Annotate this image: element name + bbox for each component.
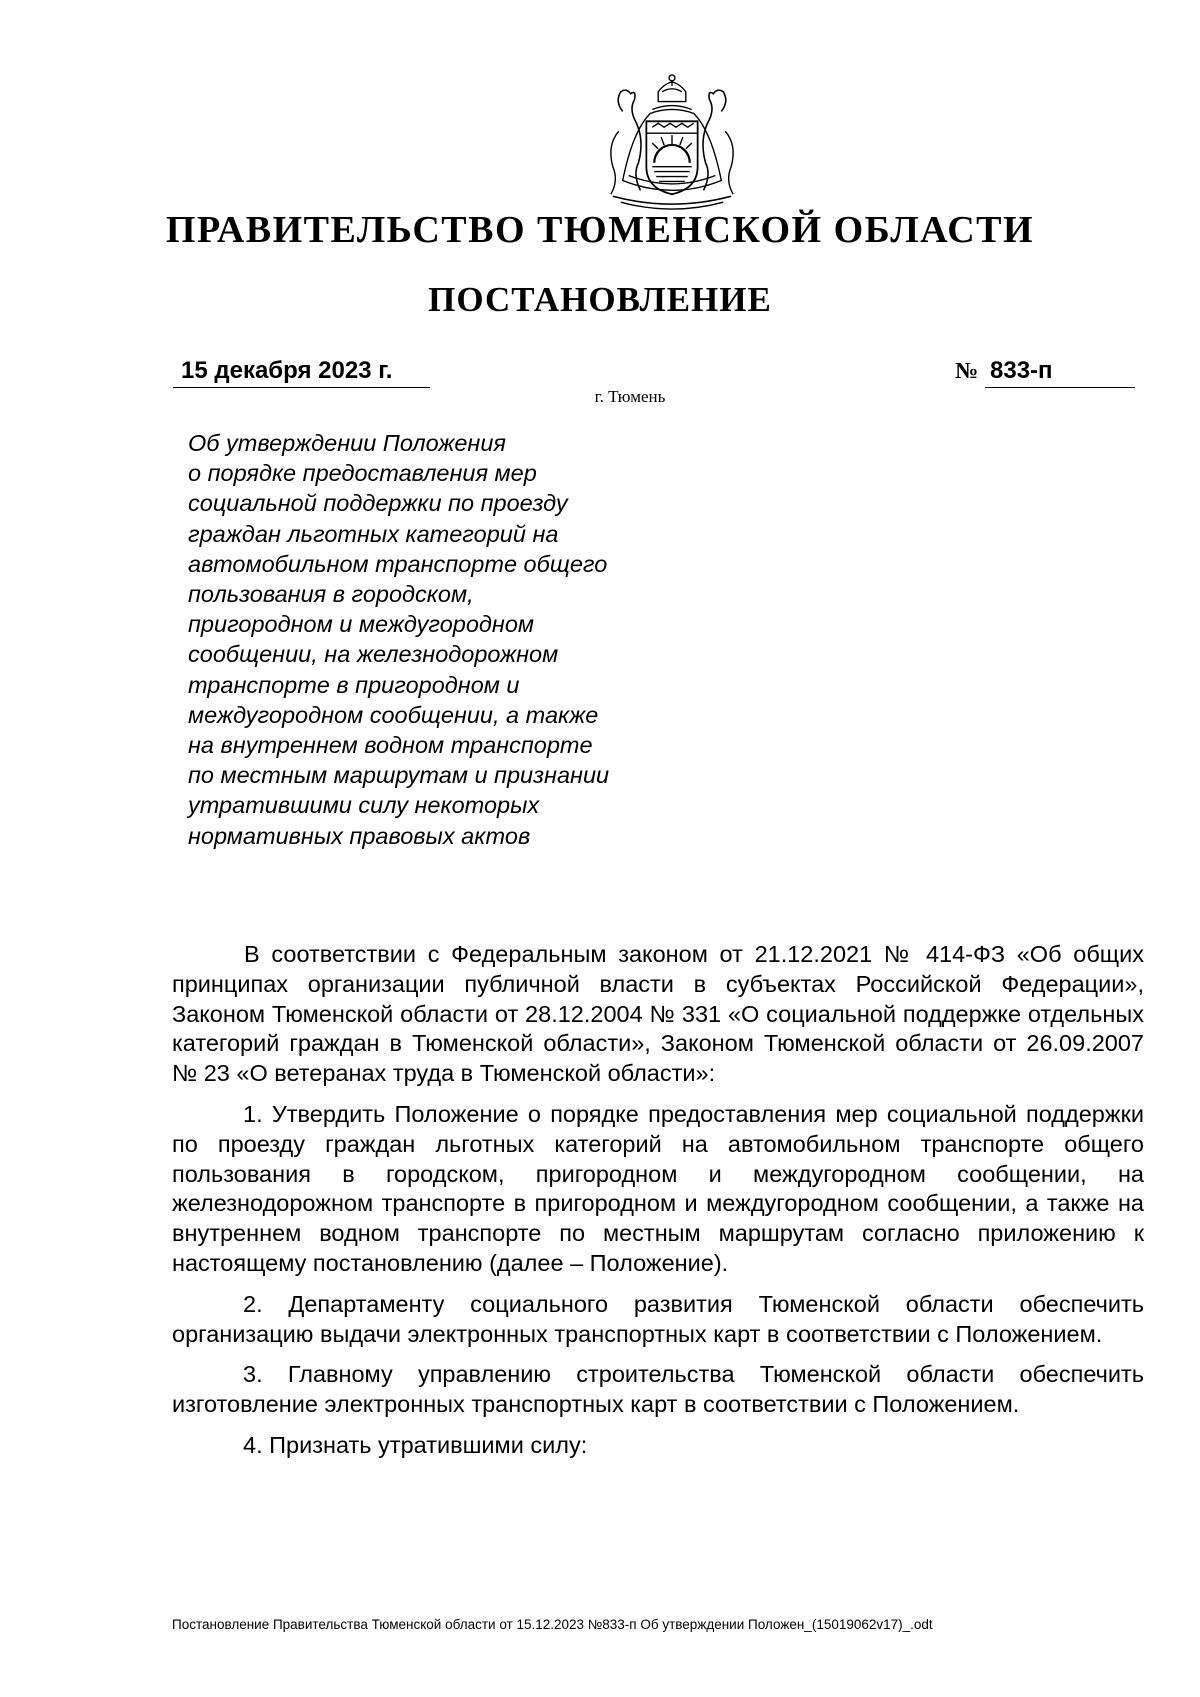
subject-line: транспорте в пригородном и xyxy=(188,671,520,698)
page-footer: Постановление Правительства Тюменской области от 15.12.2023 №833-п Об утверждении Положен_(15019062v17)_.odt xyxy=(172,1617,933,1632)
document-number: 833-п xyxy=(990,357,1053,384)
subject-line: утратившими силу некоторых xyxy=(188,792,540,819)
coat-of-arms-icon xyxy=(593,72,751,214)
number-sign: № xyxy=(955,358,979,383)
subject-line: пользования в городском, xyxy=(188,581,474,608)
subject-line: нормативных правовых актов xyxy=(188,822,531,849)
body-item: 2. Департаменту социального развития Тюменской области обеспечить организацию выдачи электронных транспортных карт в соответствии с Положением. xyxy=(172,1290,1144,1347)
document-type: ПОСТАНОВЛЕНИЕ xyxy=(428,280,772,319)
body-item: 3. Главному управлению строительства Тюменской области обеспечить изготовление электронных транспортных карт в соответствии с Положением. xyxy=(172,1361,1144,1418)
body-item: 1. Утвердить Положение о порядке предоставления мер социальной поддержки по проезду граждан льготных категорий на автомобильном транспорте общего пользования в городском, пригородном и междугородном сообщении, на железнодорожном транспорте в пригородном и междугородном сообщении, а также на внутреннем водном транспорте по местным маршрутам согласно приложению к настоящему постановлению (далее – Положение). xyxy=(172,1100,1144,1276)
subject-line: социальной поддержки по проезду xyxy=(188,490,568,517)
preamble-paragraph: В соответствии с Федеральным законом от 21.12.2021 № 414-ФЗ «Об общих принципах организации публичной власти в субъектах Российской Федерации», Законом Тюменской области от 28.12.2004 № 331 «О социальной поддержке отдельных категорий граждан в Тюменской области», Законом Тюменской области от 26.09.2007 № 23 «О ветеранах труда в Тюменской области»: xyxy=(172,941,1144,1087)
subject-line: сообщении, на железнодорожном xyxy=(188,641,559,668)
subject-line: автомобильном транспорте общего xyxy=(188,550,608,577)
subject-line: на внутреннем водном транспорте xyxy=(188,732,593,759)
subject-line: Об утверждении Положения xyxy=(188,430,506,456)
document-body xyxy=(172,940,1144,1472)
subject-line: по местным маршрутам и признании xyxy=(188,762,610,789)
city: г. Тюмень xyxy=(594,387,666,406)
subject-line: междугородном сообщении, а также xyxy=(188,701,599,728)
document-subject xyxy=(188,428,708,851)
subject-line: о порядке предоставления мер xyxy=(188,460,537,487)
subject-line: пригородном и междугородном xyxy=(188,611,535,638)
body-item: 4. Признать утратившими силу: xyxy=(243,1431,588,1458)
date-field xyxy=(173,357,430,388)
number-field xyxy=(985,357,1135,388)
document-date: 15 декабря 2023 г. xyxy=(181,357,393,384)
subject-line: граждан льготных категорий на xyxy=(188,520,559,547)
government-title: ПРАВИТЕЛЬСТВО ТЮМЕНСКОЙ ОБЛАСТИ xyxy=(165,209,1035,251)
